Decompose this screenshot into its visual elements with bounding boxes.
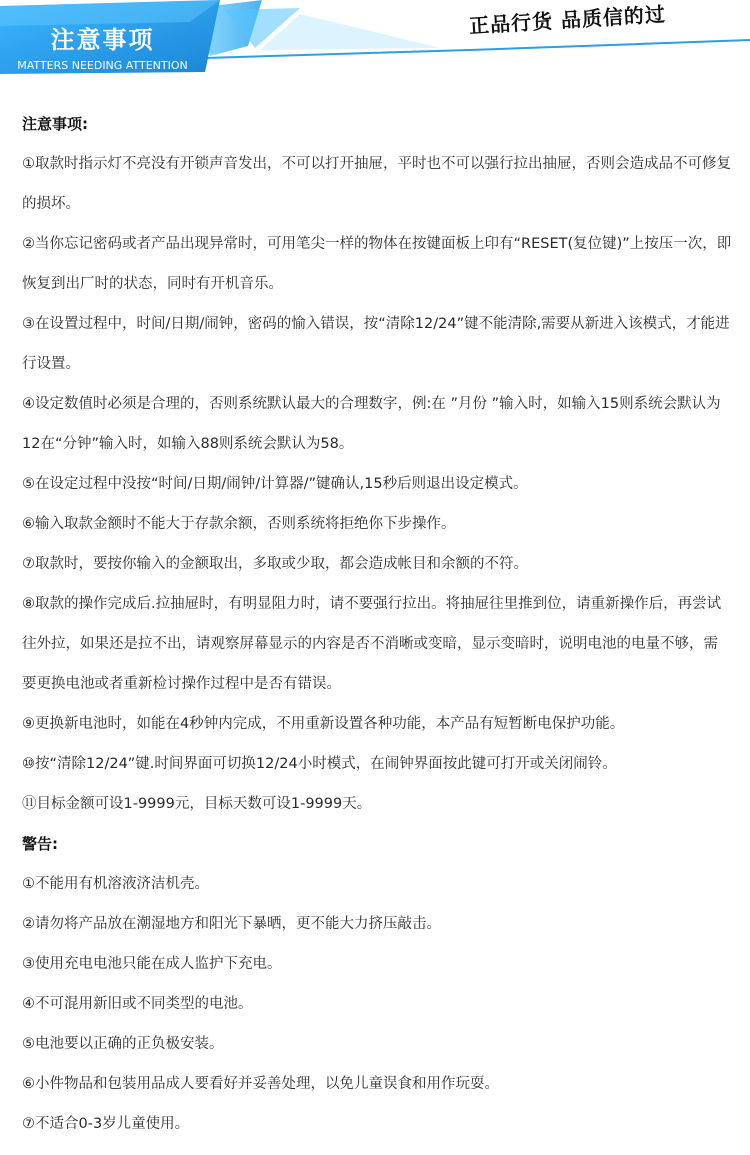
- warnings-heading: 警告:: [22, 835, 58, 853]
- note-item-5: ⑤在设定过程中没按“时间/日期/闹钟/计算器/”键确认,15秒后则退出设定模式。: [22, 476, 528, 492]
- warning-item-1: ①不能用有机溶液济洁机壳。: [22, 876, 209, 892]
- note-item-1: ①取款时指示灯不亮没有开锁声音发出，不可以打开抽屉，平时也不可以强行拉出抽屉，否则会造成品不可修复的损坏。: [22, 156, 731, 212]
- warning-item-7: ⑦不适合0-3岁儿童使用。: [22, 1116, 190, 1132]
- section-header: [0, 0, 750, 90]
- warning-item-6: ⑥小件物品和包装用品成人要看好并妥善处理，以免儿童误食和用作玩耍。: [22, 1076, 499, 1092]
- warning-item-5: ⑤电池要以正确的正负极安装。: [22, 1036, 224, 1052]
- warning-item-3: ③使用充电电池只能在成人监护下充电。: [22, 956, 282, 972]
- warning-item-2: ②请勿将产品放在潮湿地方和阳光下暴晒，更不能大力挤压敲击。: [22, 916, 441, 932]
- notes-heading: 注意事项:: [22, 115, 88, 133]
- note-item-6: ⑥输入取款金额时不能大于存款余额，否则系统将拒绝你下步操作。: [22, 516, 456, 532]
- warnings-list: [22, 864, 732, 1144]
- content-area: [22, 104, 732, 1144]
- header-subtitle: MATTERS NEEDING ATTENTION: [17, 59, 188, 72]
- note-item-3: ③在设置过程中，时间/日期/闹钟，密码的愉入错误，按“清除12/24”键不能清除,需要从新进入该模式，才能进行设置。: [22, 316, 730, 372]
- note-item-2: ②当你忘记密码或者产品出现异常时，可用笔尖一样的物体在按键面板上印有“RESET(复位键)”上按压一次，即恢复到出厂时的状态，同时有开机音乐。: [22, 236, 732, 292]
- note-item-10: ⑩按“清除12/24”键.时间界面可切换12/24小时模式，在闹钟界面按此键可打开或关闭闹铃。: [22, 756, 617, 772]
- note-item-11: ⑪目标金额可设1-9999元，目标天数可设1-9999天。: [22, 796, 372, 812]
- header-title: 注意事项: [50, 26, 155, 54]
- note-item-7: ⑦取款时，要按你输入的金额取出，多取或少取，都会造成帐目和余额的不符。: [22, 556, 528, 572]
- header-slogan: 正品行货 品质信的过: [468, 2, 667, 39]
- note-item-4: ④设定数值时必须是合理的，否则系统默认最大的合理数字，例:在 ”月份 ”输入时，如输入15则系统会默认为12在“分钟”输入时，如输入88则系统会默认为58。: [22, 396, 721, 452]
- notes-list: [22, 144, 732, 824]
- note-item-9: ⑨更换新电池时，如能在4秒钟内完成，不用重新设置各种功能，本产品有短暂断电保护功能。: [22, 716, 625, 732]
- note-item-8: ⑧取款的操作完成后.拉抽屉时，有明显阻力时，请不要强行拉出。将抽屉往里推到位，请重新操作后，再尝试往外拉，如果还是拉不出，请观察屏幕显示的内容是否不消晰或变暗，显示变暗时，说明电池的电量不够，需要更换电池或者重新检讨操作过程中是否有错误。: [22, 596, 722, 692]
- warning-item-4: ④不可混用新旧或不同类型的电池。: [22, 996, 253, 1012]
